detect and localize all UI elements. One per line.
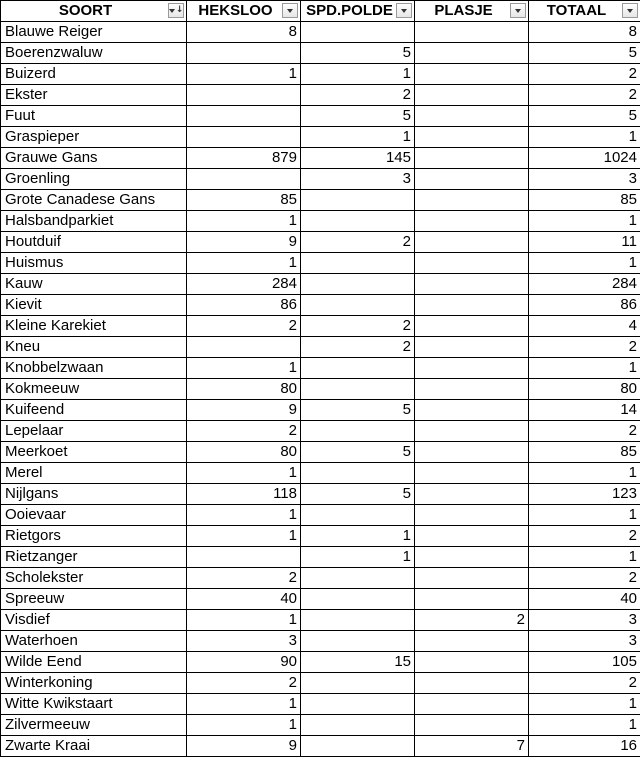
cell-soort[interactable]: Graspieper [1, 127, 187, 148]
cell-spd-polder[interactable] [301, 736, 415, 757]
cell-soort[interactable]: Merel [1, 463, 187, 484]
table-row [1, 232, 640, 253]
cell-totaal[interactable]: 85 [529, 190, 640, 211]
cell-totaal[interactable]: 85 [529, 442, 640, 463]
header-row [1, 1, 640, 22]
table-row [1, 589, 640, 610]
column-header-label: TOTAAL [546, 2, 607, 19]
cell-soort[interactable]: Groenling [1, 169, 187, 190]
cell-heksloo[interactable]: 9 [187, 400, 301, 421]
cell-plasje[interactable] [415, 358, 529, 379]
cell-heksloo[interactable]: 879 [187, 148, 301, 169]
cell-soort[interactable]: Huismus [1, 253, 187, 274]
table-row [1, 211, 640, 232]
cell-totaal[interactable]: 3 [529, 169, 640, 190]
cell-plasje[interactable] [415, 190, 529, 211]
cell-heksloo[interactable] [187, 43, 301, 64]
cell-spd-polder[interactable]: 2 [301, 232, 415, 253]
cell-spd-polder[interactable] [301, 694, 415, 715]
cell-spd-polder[interactable]: 145 [301, 148, 415, 169]
table-row [1, 106, 640, 127]
cell-soort[interactable]: Kauw [1, 274, 187, 295]
cell-plasje[interactable] [415, 253, 529, 274]
cell-spd-polder[interactable] [301, 358, 415, 379]
cell-soort[interactable]: Knobbelzwaan [1, 358, 187, 379]
cell-totaal[interactable]: 1 [529, 547, 640, 568]
cell-spd-polder[interactable] [301, 295, 415, 316]
table-row [1, 631, 640, 652]
cell-soort[interactable]: Winterkoning [1, 673, 187, 694]
cell-spd-polder[interactable]: 5 [301, 43, 415, 64]
cell-soort[interactable]: Rietgors [1, 526, 187, 547]
cell-soort[interactable]: Meerkoet [1, 442, 187, 463]
filter-dropdown-icon[interactable] [622, 3, 638, 18]
cell-plasje[interactable] [415, 484, 529, 505]
cell-heksloo[interactable]: 1 [187, 715, 301, 736]
cell-soort[interactable]: Zwarte Kraai [1, 736, 187, 757]
table-row [1, 652, 640, 673]
cell-soort[interactable]: Grote Canadese Gans [1, 190, 187, 211]
cell-heksloo[interactable] [187, 127, 301, 148]
column-header-label: SPD.POLDE [306, 2, 393, 19]
table-row [1, 379, 640, 400]
cell-totaal[interactable]: 1 [529, 211, 640, 232]
cell-heksloo[interactable]: 1 [187, 526, 301, 547]
cell-heksloo[interactable] [187, 85, 301, 106]
table-row [1, 169, 640, 190]
cell-heksloo[interactable]: 2 [187, 568, 301, 589]
cell-soort[interactable]: Kuifeend [1, 400, 187, 421]
cell-soort[interactable]: Wilde Eend [1, 652, 187, 673]
cell-heksloo[interactable]: 86 [187, 295, 301, 316]
cell-totaal[interactable]: 105 [529, 652, 640, 673]
chevron-down-icon [169, 9, 175, 13]
cell-soort[interactable]: Kleine Karekiet [1, 316, 187, 337]
cell-totaal[interactable]: 284 [529, 274, 640, 295]
cell-heksloo[interactable]: 284 [187, 274, 301, 295]
table-row [1, 400, 640, 421]
table-header [1, 1, 640, 22]
cell-plasje[interactable] [415, 232, 529, 253]
cell-heksloo[interactable]: 2 [187, 316, 301, 337]
table-body [1, 22, 640, 757]
cell-soort[interactable]: Boerenzwaluw [1, 43, 187, 64]
table-row [1, 22, 640, 43]
table-row [1, 673, 640, 694]
cell-totaal[interactable]: 2 [529, 526, 640, 547]
cell-soort[interactable]: Blauwe Reiger [1, 22, 187, 43]
table-row [1, 463, 640, 484]
cell-heksloo[interactable]: 1 [187, 358, 301, 379]
cell-spd-polder[interactable] [301, 22, 415, 43]
cell-heksloo[interactable]: 1 [187, 64, 301, 85]
column-header-soort[interactable] [1, 1, 187, 22]
cell-heksloo[interactable]: 3 [187, 631, 301, 652]
cell-spd-polder[interactable]: 15 [301, 652, 415, 673]
cell-totaal[interactable]: 3 [529, 631, 640, 652]
cell-spd-polder[interactable] [301, 190, 415, 211]
column-header-plasje[interactable] [415, 1, 529, 22]
table-row [1, 547, 640, 568]
cell-soort[interactable]: Ekster [1, 85, 187, 106]
cell-soort[interactable]: Kievit [1, 295, 187, 316]
cell-heksloo[interactable]: 1 [187, 463, 301, 484]
cell-heksloo[interactable]: 90 [187, 652, 301, 673]
cell-heksloo[interactable]: 85 [187, 190, 301, 211]
table-row [1, 190, 640, 211]
cell-spd-polder[interactable] [301, 610, 415, 631]
cell-plasje[interactable] [415, 148, 529, 169]
cell-totaal[interactable]: 11 [529, 232, 640, 253]
cell-heksloo[interactable] [187, 169, 301, 190]
cell-heksloo[interactable] [187, 337, 301, 358]
cell-soort[interactable]: Ooievaar [1, 505, 187, 526]
chevron-down-icon [401, 9, 407, 13]
cell-totaal[interactable]: 4 [529, 316, 640, 337]
table-row [1, 568, 640, 589]
cell-totaal[interactable]: 1 [529, 694, 640, 715]
cell-heksloo[interactable]: 1 [187, 253, 301, 274]
cell-spd-polder[interactable] [301, 589, 415, 610]
table-row [1, 148, 640, 169]
table-row [1, 358, 640, 379]
cell-spd-polder[interactable] [301, 505, 415, 526]
cell-totaal[interactable]: 1 [529, 715, 640, 736]
cell-spd-polder[interactable]: 1 [301, 526, 415, 547]
cell-totaal[interactable]: 40 [529, 589, 640, 610]
cell-plasje[interactable] [415, 568, 529, 589]
cell-heksloo[interactable]: 1 [187, 610, 301, 631]
cell-heksloo[interactable]: 1 [187, 694, 301, 715]
cell-soort[interactable]: Witte Kwikstaart [1, 694, 187, 715]
cell-plasje[interactable] [415, 400, 529, 421]
cell-heksloo[interactable]: 9 [187, 736, 301, 757]
cell-spd-polder[interactable]: 1 [301, 127, 415, 148]
cell-plasje[interactable] [415, 715, 529, 736]
cell-soort[interactable]: Scholekster [1, 568, 187, 589]
cell-heksloo[interactable] [187, 106, 301, 127]
cell-plasje[interactable] [415, 22, 529, 43]
cell-soort[interactable]: Kneu [1, 337, 187, 358]
cell-spd-polder[interactable]: 1 [301, 547, 415, 568]
cell-spd-polder[interactable] [301, 421, 415, 442]
table-row [1, 610, 640, 631]
cell-totaal[interactable]: 1024 [529, 148, 640, 169]
cell-heksloo[interactable]: 40 [187, 589, 301, 610]
cell-soort[interactable]: Houtduif [1, 232, 187, 253]
cell-heksloo[interactable]: 80 [187, 379, 301, 400]
table-row [1, 295, 640, 316]
cell-spd-polder[interactable]: 5 [301, 442, 415, 463]
cell-soort[interactable]: Grauwe Gans [1, 148, 187, 169]
table-row [1, 736, 640, 757]
column-header-label: SOORT [58, 2, 113, 19]
filter-dropdown-icon[interactable] [282, 3, 298, 18]
cell-soort[interactable]: Spreeuw [1, 589, 187, 610]
cell-spd-polder[interactable]: 2 [301, 316, 415, 337]
cell-plasje[interactable] [415, 337, 529, 358]
cell-spd-polder[interactable]: 3 [301, 169, 415, 190]
cell-spd-polder[interactable]: 5 [301, 484, 415, 505]
cell-heksloo[interactable]: 2 [187, 421, 301, 442]
cell-spd-polder[interactable]: 2 [301, 85, 415, 106]
cell-soort[interactable]: Fuut [1, 106, 187, 127]
cell-soort[interactable]: Nijlgans [1, 484, 187, 505]
cell-plasje[interactable] [415, 547, 529, 568]
cell-totaal[interactable]: 2 [529, 85, 640, 106]
table-row [1, 694, 640, 715]
cell-plasje[interactable] [415, 589, 529, 610]
column-header-label: HEKSLOO [198, 2, 273, 19]
cell-plasje[interactable] [415, 316, 529, 337]
sort-filter-icon[interactable] [168, 3, 184, 18]
cell-totaal[interactable]: 2 [529, 337, 640, 358]
cell-totaal[interactable]: 2 [529, 568, 640, 589]
cell-totaal[interactable]: 1 [529, 253, 640, 274]
table-row [1, 715, 640, 736]
cell-spd-polder[interactable] [301, 379, 415, 400]
cell-plasje[interactable] [415, 526, 529, 547]
cell-heksloo[interactable] [187, 547, 301, 568]
cell-totaal[interactable]: 1 [529, 505, 640, 526]
cell-plasje[interactable] [415, 64, 529, 85]
chevron-down-icon [287, 9, 293, 13]
cell-plasje[interactable] [415, 43, 529, 64]
cell-totaal[interactable]: 2 [529, 64, 640, 85]
table-row [1, 421, 640, 442]
cell-plasje[interactable] [415, 652, 529, 673]
cell-spd-polder[interactable]: 2 [301, 337, 415, 358]
cell-spd-polder[interactable] [301, 274, 415, 295]
cell-soort[interactable]: Rietzanger [1, 547, 187, 568]
chevron-down-icon [627, 9, 633, 13]
cell-totaal[interactable]: 1 [529, 358, 640, 379]
cell-plasje[interactable] [415, 211, 529, 232]
cell-soort[interactable]: Buizerd [1, 64, 187, 85]
cell-spd-polder[interactable] [301, 463, 415, 484]
cell-plasje[interactable] [415, 169, 529, 190]
cell-soort[interactable]: Waterhoen [1, 631, 187, 652]
cell-spd-polder[interactable] [301, 715, 415, 736]
table-row [1, 253, 640, 274]
cell-totaal[interactable]: 2 [529, 673, 640, 694]
cell-totaal[interactable]: 5 [529, 43, 640, 64]
cell-plasje[interactable] [415, 85, 529, 106]
cell-spd-polder[interactable]: 5 [301, 106, 415, 127]
filter-dropdown-icon[interactable] [396, 3, 412, 18]
cell-plasje[interactable] [415, 463, 529, 484]
cell-totaal[interactable]: 86 [529, 295, 640, 316]
cell-spd-polder[interactable] [301, 253, 415, 274]
cell-totaal[interactable]: 2 [529, 421, 640, 442]
cell-plasje[interactable] [415, 106, 529, 127]
cell-plasje[interactable] [415, 274, 529, 295]
cell-totaal[interactable]: 8 [529, 22, 640, 43]
table-row [1, 274, 640, 295]
cell-totaal[interactable]: 16 [529, 736, 640, 757]
column-header-heksloo[interactable] [187, 1, 301, 22]
table-row [1, 127, 640, 148]
table-row [1, 43, 640, 64]
cell-plasje[interactable] [415, 379, 529, 400]
cell-totaal[interactable]: 5 [529, 106, 640, 127]
cell-spd-polder[interactable] [301, 631, 415, 652]
cell-heksloo[interactable]: 80 [187, 442, 301, 463]
cell-plasje[interactable]: 2 [415, 610, 529, 631]
cell-plasje[interactable] [415, 295, 529, 316]
cell-totaal[interactable]: 1 [529, 463, 640, 484]
cell-heksloo[interactable]: 1 [187, 211, 301, 232]
table-row [1, 484, 640, 505]
cell-totaal[interactable]: 123 [529, 484, 640, 505]
cell-totaal[interactable]: 80 [529, 379, 640, 400]
cell-spd-polder[interactable] [301, 211, 415, 232]
cell-plasje[interactable] [415, 421, 529, 442]
table-row [1, 442, 640, 463]
sort-ascending-icon: ↓ [175, 5, 184, 15]
cell-heksloo[interactable]: 1 [187, 505, 301, 526]
cell-plasje[interactable] [415, 694, 529, 715]
column-header-totaal[interactable] [529, 1, 640, 22]
cell-plasje[interactable] [415, 442, 529, 463]
cell-soort[interactable]: Lepelaar [1, 421, 187, 442]
table-row [1, 526, 640, 547]
cell-heksloo[interactable]: 8 [187, 22, 301, 43]
chevron-down-icon [515, 9, 521, 13]
cell-plasje[interactable]: 7 [415, 736, 529, 757]
cell-totaal[interactable]: 1 [529, 127, 640, 148]
cell-spd-polder[interactable] [301, 568, 415, 589]
cell-plasje[interactable] [415, 631, 529, 652]
table-row [1, 64, 640, 85]
cell-heksloo[interactable]: 9 [187, 232, 301, 253]
cell-totaal[interactable]: 14 [529, 400, 640, 421]
cell-soort[interactable]: Kokmeeuw [1, 379, 187, 400]
cell-plasje[interactable] [415, 673, 529, 694]
filter-dropdown-icon[interactable] [510, 3, 526, 18]
cell-soort[interactable]: Visdief [1, 610, 187, 631]
cell-heksloo[interactable]: 118 [187, 484, 301, 505]
cell-totaal[interactable]: 3 [529, 610, 640, 631]
cell-spd-polder[interactable] [301, 673, 415, 694]
column-header-spd-polder[interactable] [301, 1, 415, 22]
cell-heksloo[interactable]: 2 [187, 673, 301, 694]
column-header-label: PLASJE [434, 2, 493, 19]
table-row [1, 316, 640, 337]
cell-plasje[interactable] [415, 127, 529, 148]
cell-spd-polder[interactable]: 1 [301, 64, 415, 85]
cell-spd-polder[interactable]: 5 [301, 400, 415, 421]
table-row [1, 85, 640, 106]
cell-plasje[interactable] [415, 505, 529, 526]
cell-soort[interactable]: Zilvermeeuw [1, 715, 187, 736]
cell-soort[interactable]: Halsbandparkiet [1, 211, 187, 232]
table-row [1, 505, 640, 526]
table-row [1, 337, 640, 358]
